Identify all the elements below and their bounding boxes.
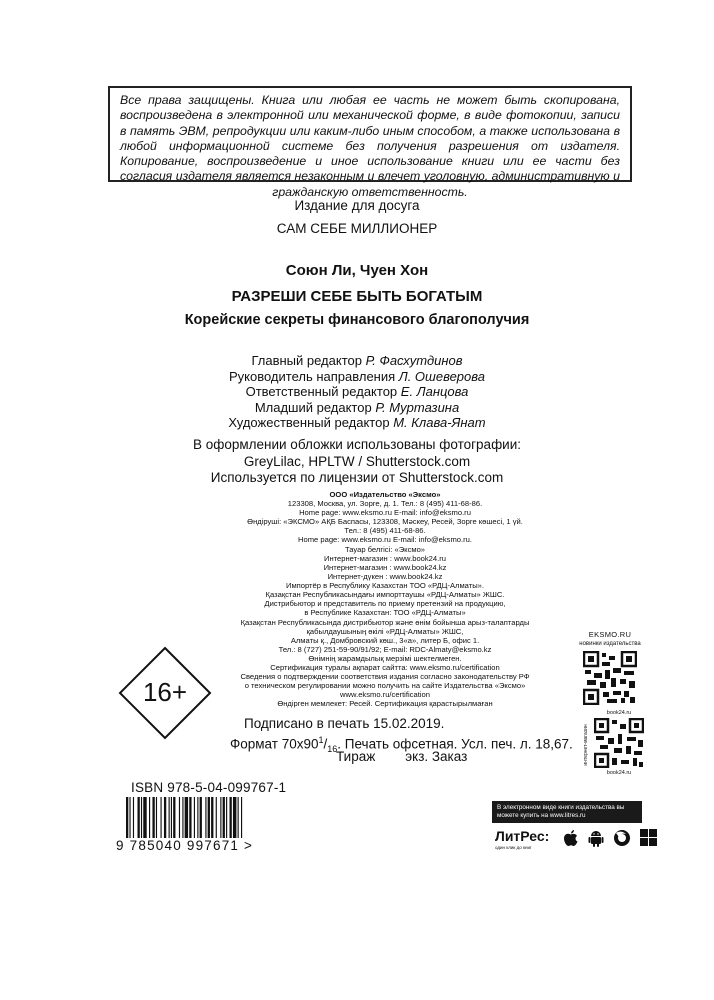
- barcode-bar: [171, 797, 172, 838]
- barcode-bar: [205, 797, 206, 838]
- barcode-bar: [152, 797, 154, 838]
- book24-label: book24.ru: [606, 710, 632, 716]
- app-store-icons: [563, 829, 657, 847]
- isbn: ISBN 978-5-04-099767-1: [131, 780, 287, 795]
- print-format: Формат $70x90^1/_{16}$. Печать офсетная. Усл. печ. л. 18,67.: [230, 735, 573, 755]
- distributor-line: Қазақстан Республикасында дистрибьютор және өнім бойынша арыз-талаптарды: [240, 617, 530, 627]
- windows-icon[interactable]: [640, 829, 657, 846]
- barcode-bar: [138, 797, 140, 838]
- format-denominator: 16: [327, 744, 338, 755]
- book24-bottom-label: book24.ru: [606, 770, 632, 776]
- distributor-line: Импортёр в Республику Казахстан ТОО «РДЦ-Алматы».: [285, 581, 484, 591]
- barcode-bar: [200, 797, 202, 838]
- publisher-line: ООО «Издательство «Эксмо»: [329, 490, 441, 499]
- distributor-line: Интернет-магазин : www.book24.kz: [323, 563, 447, 572]
- credit-role: Главный редактор: [251, 353, 362, 368]
- publisher-line: Home page: www.eksmo.ru E-mail: info@eksmo.ru: [299, 508, 471, 518]
- distributor-line: Интернет-дүкен : www.book24.kz: [327, 572, 443, 582]
- book24-qr-block: [578, 710, 644, 780]
- distributor-line: в Республике Казахстан: ТОО «РДЦ-Алматы»: [304, 608, 466, 618]
- distributor-line: Сертификация туралы ақпарат сайтта: www.eksmo.ru/certification: [270, 663, 500, 673]
- edition-type: Издание для досуга: [294, 198, 420, 213]
- barcode-bar: [143, 797, 146, 838]
- publisher-line: Home page: www.eksmo.ru E-mail: info@eksmo.ru.: [298, 535, 472, 545]
- eksmo-qr-block: [577, 630, 643, 707]
- barcode-bar: [149, 797, 150, 838]
- barcode-bar: [141, 797, 142, 838]
- barcode-bar: [179, 797, 180, 838]
- barcode-bar: [194, 797, 195, 838]
- credit-role: Ответственный редактор: [245, 384, 398, 399]
- barcode-bar: [126, 797, 128, 838]
- series-name: САМ СЕБЕ МИЛЛИОНЕР: [276, 221, 438, 236]
- eksmo-sublabel: новинки издательства: [579, 641, 641, 647]
- publisher-line: Тел.: 8 (495) 411-68-86.: [344, 526, 426, 536]
- photo-line: В оформлении обложки использованы фотографии:: [192, 437, 522, 452]
- barcode-bar: [156, 797, 157, 838]
- rights-notice: Все права защищены. Книга или любая ее часть не может быть скопирована, воспроизведена в электронной или механической форме, в виде фотокопии, записи в память ЭВМ, репродукции или каким-либо иным способом, а также использована в любой информационной системе без получения разрешения от издателя. Копирование, воспроизведение и иное использование книги или ее части без согласия издателя является незаконным и влечет уголовную, административную и гражданскую ответственность.: [108, 86, 632, 182]
- distributor-line: қабылдаушының өкілі «РДЦ-Алматы» ЖШС,: [306, 626, 464, 636]
- book-title: РАЗРЕШИ СЕБЕ БЫТЬ БОГАТЫМ: [231, 288, 483, 305]
- distributor-line: Өнімнің жарамдылық мерзімі шектелмеген.: [308, 653, 462, 663]
- barcode-bar: [238, 797, 239, 838]
- barcode-bar: [161, 797, 162, 838]
- barcode-bar: [133, 797, 134, 838]
- barcode-digits: 9 785040 997671 >: [116, 838, 254, 853]
- credit-role: Руководитель направления: [228, 368, 396, 384]
- age-rating-badge: [117, 645, 213, 741]
- cover-photo-credits: [0, 437, 714, 487]
- distributor-line: Дистрибьютор и представитель по приему претензий на продукцию,: [264, 599, 506, 609]
- publisher-line: Интернет-магазин : www.book24.ru: [323, 553, 446, 563]
- litres-logo-text: ЛитРес:: [495, 828, 550, 844]
- barcode-bar: [197, 797, 198, 838]
- authors: Союн Ли, Чуен Хон: [285, 262, 429, 279]
- credit-name: Е. Ланцова: [400, 384, 469, 399]
- publisher-line: Өндіруші: «ЭКСМО» АҚБ Баспасы, 123308, Мәскеу, Ресей, Зорге көшесі, 1 үй.: [247, 517, 523, 527]
- barcode-bar: [233, 797, 236, 838]
- barcode-bar: [173, 797, 175, 838]
- publisher-info: [236, 490, 534, 563]
- apple-icon[interactable]: [563, 829, 579, 847]
- litres-tagline: один клик до книг: [495, 845, 532, 850]
- certification-line: о техническом регулировании можно получить на сайте Издательства «Эксмо»: [244, 681, 526, 691]
- litres-logo[interactable]: [495, 828, 555, 850]
- barcode-bar: [129, 797, 130, 838]
- barcode-bar: [216, 797, 217, 838]
- format-suffix: . Печать офсетная. Усл. печ. л. 18,67.: [337, 736, 573, 752]
- barcode-bar: [230, 797, 232, 838]
- barcode-bar: [169, 797, 170, 838]
- distributor-line: Қазақстан Республикасындағы импорттаушы «РДЦ-Алматы» ЖШС.: [265, 590, 505, 600]
- photo-line: Используется по лицензии от Shutterstock.com: [210, 470, 504, 485]
- barcode-bar: [211, 797, 213, 838]
- litres-banner[interactable]: В электронном виде книги издательства вы можете купить на www.litres.ru: [492, 801, 642, 823]
- certification-info: [236, 672, 534, 708]
- editorial-credits: [0, 353, 714, 431]
- firefox-icon[interactable]: [613, 829, 631, 847]
- credit-name: Л. Ошеверова: [398, 368, 485, 384]
- eksmo-label: EKSMO.RU: [588, 630, 632, 639]
- credit-row: [0, 384, 714, 400]
- barcode-bar: [189, 797, 191, 838]
- credit-name: Р. Муртазина: [375, 399, 460, 415]
- barcode: [124, 797, 284, 838]
- credit-row: [0, 369, 714, 385]
- credit-role: Младший редактор: [254, 399, 372, 415]
- publisher-line: Тауар белгісі: «Эксмо»: [344, 544, 426, 554]
- distributor-info: [236, 563, 534, 672]
- format-numerator: 1: [318, 735, 324, 745]
- barcode-bar: [226, 797, 227, 838]
- book-subtitle: Корейские секреты финансового благополучия: [184, 312, 530, 328]
- age-rating-label: 16+: [142, 677, 188, 707]
- barcode-bar: [220, 797, 221, 838]
- certification-line: Өндірген мемлекет: Ресей. Сертификация қарастырылмаған: [277, 699, 493, 709]
- print-signed: Подписано в печать 15.02.2019.: [244, 716, 445, 731]
- android-icon[interactable]: [588, 829, 604, 847]
- publisher-line: 123308, Москва, ул. Зорге, д. 1. Тел.: 8 (495) 411-68-86.: [287, 499, 483, 509]
- distributor-line: Алматы қ., Домбровский көш., 3«а», литер Б, офис 1.: [290, 635, 480, 645]
- eksmo-qr-code[interactable]: [583, 651, 637, 705]
- barcode-bar: [208, 797, 210, 838]
- photo-line: GreyLilac, HPLTW / Shutterstock.com: [243, 453, 471, 469]
- barcode-bar: [241, 797, 242, 838]
- barcode-bar: [182, 797, 183, 838]
- credit-name: М. Клава-Янат: [393, 415, 486, 430]
- print-run: Тираж экз. Заказ: [336, 749, 468, 764]
- book24-qr-code[interactable]: [594, 718, 644, 768]
- certification-line: Сведения о подтверждении соответствия издания согласно законодательству РФ: [240, 672, 530, 681]
- distributor-line: Тел.: 8 (727) 251-59-90/91/92; E-mail: RDC-Almaty@eksmo.kz: [278, 644, 492, 654]
- credit-row: [0, 353, 714, 369]
- book24-side-label: интернет-магазин: [583, 724, 589, 766]
- credit-role: Художественный редактор: [228, 415, 390, 430]
- barcode-bar: [223, 797, 225, 838]
- credit-row: [0, 415, 714, 431]
- format-prefix: Формат 70x90: [230, 736, 319, 752]
- barcode-bar: [164, 797, 166, 838]
- certification-line: www.eksmo.ru/certification: [340, 690, 430, 700]
- barcode-bar: [185, 797, 188, 838]
- credit-row: [0, 400, 714, 416]
- credit-name: Р. Фасхутдинов: [365, 353, 463, 368]
